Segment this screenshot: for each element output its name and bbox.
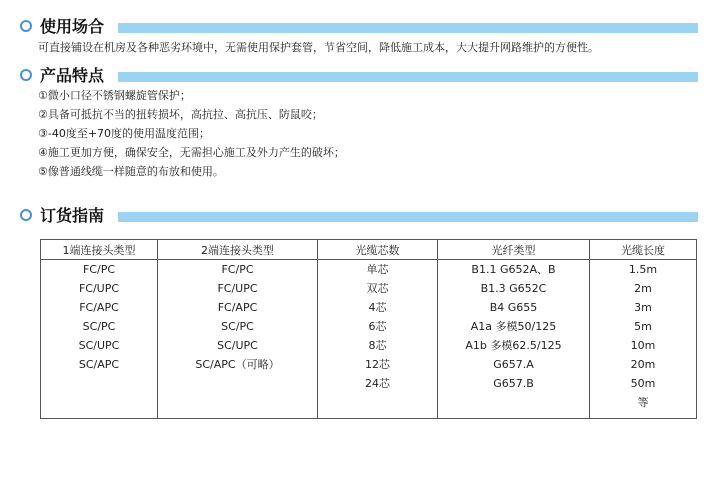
table-header-row bbox=[41, 240, 697, 260]
table-cell: 24芯 bbox=[365, 377, 390, 390]
fiber-type-column bbox=[438, 260, 590, 419]
column-header: 光纤类型 bbox=[438, 240, 590, 260]
table-cell: SC/UPC bbox=[78, 339, 120, 352]
table-cell: 20m bbox=[630, 358, 656, 371]
table-cell: SC/UPC bbox=[217, 339, 258, 352]
feature-item: ⑤像普通线缆一样随意的布放和使用。 bbox=[38, 165, 224, 178]
section-accent-bar bbox=[118, 72, 698, 82]
table-cell: 12芯 bbox=[365, 358, 390, 371]
table-cell: A1b 多模62.5/125 bbox=[465, 339, 562, 352]
circle-bullet-icon bbox=[20, 209, 32, 221]
table-cell: G657.A bbox=[493, 358, 534, 371]
section-title-usage: 使用场合 bbox=[40, 17, 105, 36]
connector1-column bbox=[41, 260, 158, 419]
column-header: 光缆芯数 bbox=[318, 240, 438, 260]
table-cell: SC/APC（可略） bbox=[195, 358, 280, 371]
table-cell: 3m bbox=[634, 301, 652, 314]
core-count-column bbox=[318, 260, 438, 419]
column-header: 2端连接头类型 bbox=[158, 240, 318, 260]
connector2-column bbox=[158, 260, 318, 419]
table-cell: FC/UPC bbox=[217, 282, 258, 295]
section-accent-bar bbox=[118, 212, 698, 222]
table-cell: B4 G655 bbox=[489, 301, 538, 314]
table-cell: A1a 多模50/125 bbox=[470, 320, 557, 333]
feature-item: ②具备可抵抗不当的扭转损坏，高抗拉、高抗压、防鼠咬； bbox=[38, 108, 323, 121]
table-cell: 等 bbox=[637, 396, 649, 409]
table-cell: 4芯 bbox=[368, 301, 387, 314]
section-title-ordering: 订货指南 bbox=[40, 206, 105, 225]
table-body-row bbox=[41, 260, 697, 419]
table-cell: B1.3 G652C bbox=[480, 282, 547, 295]
feature-list bbox=[38, 86, 345, 181]
table-cell: 单芯 bbox=[366, 263, 389, 276]
section-header-ordering bbox=[20, 206, 700, 228]
section-accent-bar bbox=[118, 23, 698, 33]
feature-item: ③-40度至+70度的使用温度范围； bbox=[38, 127, 211, 140]
table-cell: 2m bbox=[634, 282, 652, 295]
table-cell: SC/PC bbox=[82, 320, 116, 333]
table-cell: G657.B bbox=[493, 377, 534, 390]
section-title-features: 产品特点 bbox=[40, 66, 105, 85]
table-cell: 8芯 bbox=[368, 339, 387, 352]
circle-bullet-icon bbox=[20, 69, 32, 81]
table-cell: 双芯 bbox=[366, 282, 389, 295]
ordering-table bbox=[40, 239, 697, 419]
table-cell: SC/PC bbox=[221, 320, 254, 333]
circle-bullet-icon bbox=[20, 20, 32, 32]
table-cell: FC/PC bbox=[221, 263, 254, 276]
table-cell: FC/APC bbox=[79, 301, 119, 314]
table-cell: FC/PC bbox=[82, 263, 116, 276]
feature-item: ①微小口径不锈钢螺旋管保护； bbox=[38, 89, 191, 102]
section-header-features bbox=[20, 66, 700, 88]
table-cell: B1.1 G652A、B bbox=[471, 263, 556, 276]
table-cell: 10m bbox=[630, 339, 656, 352]
cable-length-column bbox=[590, 260, 697, 419]
table-cell: FC/UPC bbox=[78, 282, 120, 295]
column-header: 光缆长度 bbox=[590, 240, 697, 260]
table-cell: 50m bbox=[630, 377, 656, 390]
column-header: 1端连接头类型 bbox=[41, 240, 158, 260]
table-cell: 6芯 bbox=[368, 320, 387, 333]
table-cell: FC/APC bbox=[217, 301, 258, 314]
table-cell: SC/APC bbox=[78, 358, 120, 371]
section-header-usage bbox=[20, 17, 700, 39]
usage-description: 可直接铺设在机房及各种恶劣环境中，无需使用保护套管，节省空间，降低施工成本，大大提升网路维护的方便性。 bbox=[38, 41, 599, 54]
table-cell: 5m bbox=[634, 320, 652, 333]
feature-item: ④施工更加方便，确保安全，无需担心施工及外力产生的破坏； bbox=[38, 146, 345, 159]
table-cell: 1.5m bbox=[628, 263, 658, 276]
